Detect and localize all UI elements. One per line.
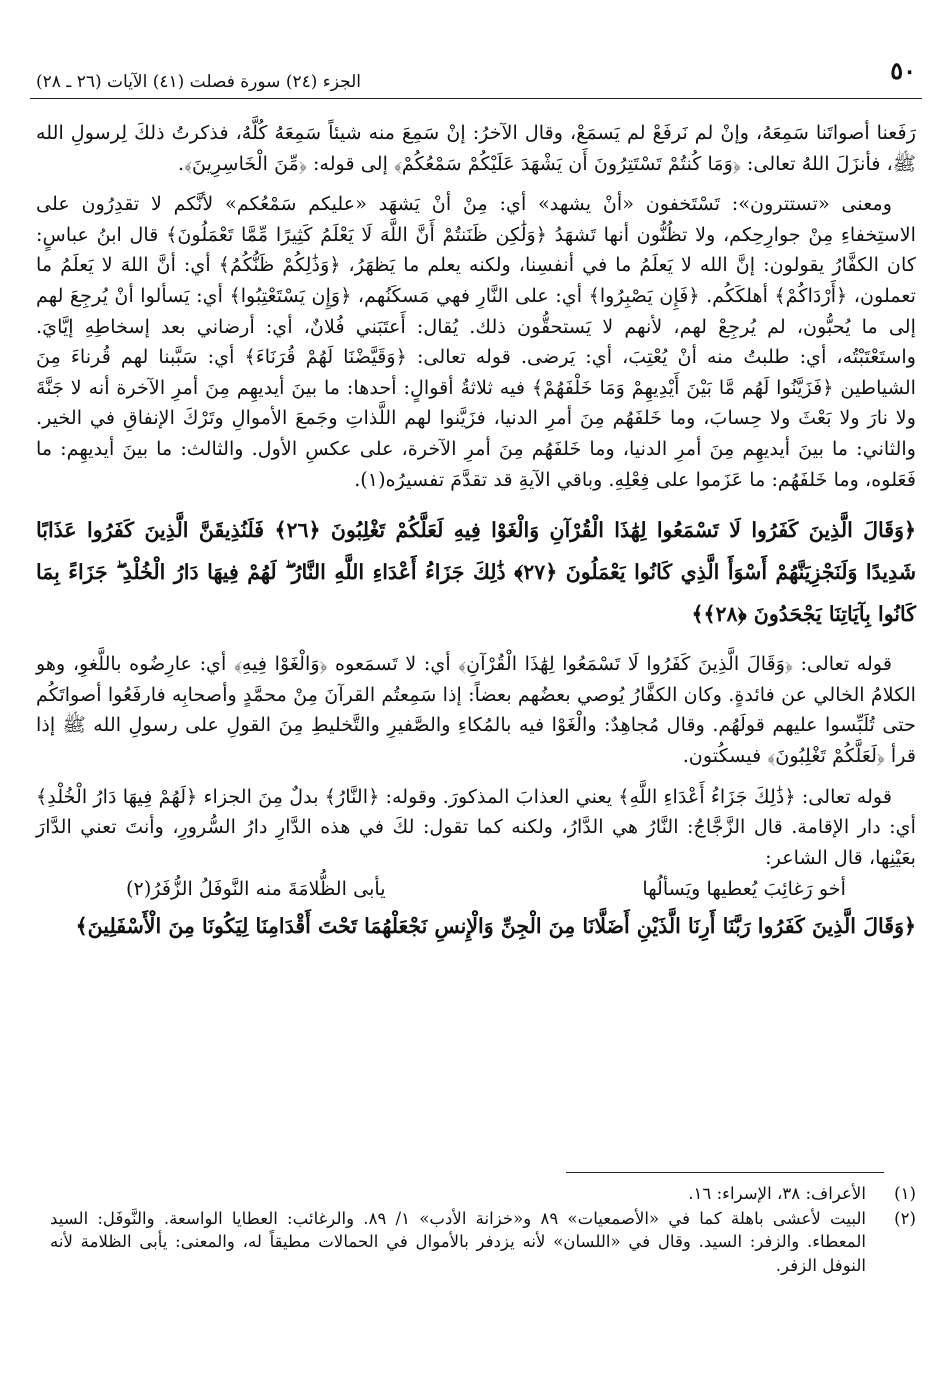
page-header: [30, 52, 922, 99]
poetry-verse: [36, 873, 916, 905]
running-head: الجزء (٢٤) سورة فصلت (٤١) الآيات (٢٦ ـ ٢٨): [36, 72, 362, 92]
footnote-marker: (١): [894, 1184, 916, 1203]
footnote-1: [50, 1182, 916, 1206]
quran-verse-block: ﴿وَقَالَ الَّذِينَ كَفَرُوا لَا تَسْمَعُوا لِهَٰذَا الْقُرْآنِ وَالْغَوْا فِيهِ لَعَلَّكُمْ تَغْلِبُونَ ﴿٢٦﴾ فَلَنُذِيقَنَّ الَّذِينَ كَفَرُوا عَذَابًا شَدِيدًا وَلَنَجْزِيَنَّهُمْ أَسْوَأَ الَّذِي كَانُوا يَعْمَلُونَ ﴿٢٧﴾ ذَٰلِكَ جَزَاءُ أَعْدَاءِ اللَّهِ النَّارُ ۖ لَهُمْ فِيهَا دَارُ الْخُلْدِ ۖ جَزَاءً بِمَا كَانُوا بِآيَاتِنَا يَجْحَدُونَ ﴿٢٨﴾﴾: [36, 518, 916, 627]
paragraph-1: رَفَعنا أصواتَنا سَمِعَهُ، وإنْ لم نَرفَعْ لم يَسمَعْ، وقال الآخرُ: إنْ سَمِعَ منه شيئاً سَمِعَهُ كُلَّهُ، فذكرتُ ذلكَ لِرسولِ الله ﷺ، فأنزَلَ اللهُ تعالى: ﴿وَمَا كُنتُمْ تَسْتَتِرُونَ أَن يَشْهَدَ عَلَيْكُمْ سَمْعُكُمْ﴾ إلى قوله: ﴿مِّنَ الْخَاسِرِينَ﴾.: [36, 121, 916, 175]
paragraph-4: قوله تعالى: ﴿ذَٰلِكَ جَزَاءُ أَعْدَاءِ اللَّهِ﴾ يعني العذابَ المذكورَ. وقوله: ﴿النَّارُ﴾ بدلٌ مِنَ الجزاء ﴿لَهُمْ فِيهَا دَارُ الْخُلْدِ﴾ أي: دار الإقامة. قال الزَّجَّاجُ: النَّارُ هي الدَّارُ، ولكنه كما تقول: لكَ في هذه الدَّارِ دارُ السُّرورِ، وأنتَ تعني الدَّارَ بعَيْنِها، قال الشاعر:: [36, 784, 916, 869]
page-number: ٥٠: [890, 56, 916, 85]
footnote-divider: [566, 1172, 884, 1173]
paragraph-3: قوله تعالى: ﴿وَقَالَ الَّذِينَ كَفَرُوا لَا تَسْمَعُوا لِهَٰذَا الْقُرْآنِ﴾ أي: لا تَسمَعوه ﴿وَالْغَوْا فِيهِ﴾ أي: عارِضُوه باللَّغوِ، وهو الكلامُ الخالي عن فائدةٍ. وكان الكفَّارُ يُوصي بعضُهم بعضاً: إذا سَمِعتُم القرآنَ مِنْ محمَّدٍ وأصحابِه فارفَعُوا أصواتَكُم حتى تُلَبِّسوا عليهم قولَهُم. وقال مُجاهِدٌ: والْغَوْا فيه بالمُكاءِ والصَّفيرِ والتَّخليطِ مِنَ القولِ على رسولِ الله ﷺ إذا قرأ ﴿لَعَلَّكُمْ تَغْلِبُونَ﴾ فيسكُتون.: [36, 652, 916, 767]
footnote-text: الأعراف: ٣٨، الإسراء: ١٦.: [688, 1184, 866, 1203]
poetry-second-hemistich: يأبى الظُّلامَةَ منه النَّوفَلُ الزُّفَرُ(٢): [126, 877, 386, 901]
main-text: [36, 118, 916, 947]
quran-verse-29: ﴿وَقَالَ الَّذِينَ كَفَرُوا رَبَّنَا أَرِنَا الَّذَيْنِ أَضَلَّانَا مِنَ الْجِنِّ وَالْإِنسِ نَجْعَلْهُمَا تَحْتَ أَقْدَامِنَا لِيَكُونَا مِنَ الْأَسْفَلِينَ﴾: [75, 914, 916, 939]
footnote-text: البيت لأعشى باهلة كما في «الأصمعيات» ٨٩ و«خزانة الأدب» ١/ ٨٩. والرغائب: العطايا الواسعة. والنَّوفَل: السيد المعطاء. والزفر: السيد. وقال في «اللسان» لأنه يزدفر بالأموال في الحمالات مطيقاً له، والمعنى: يأبى الظلامة لأنه النوفل الزفر.: [50, 1208, 867, 1275]
poetry-first-hemistich: أخو رَغائِبَ يُعطيها ويَسألُها: [642, 877, 846, 901]
footnotes: [50, 1182, 916, 1278]
paragraph-2: ومعنى «تستترون»: تَسْتَخفون «أنْ يشهد» أي: مِنْ أنْ يَشهَد «عليكم سَمْعُكم» لأنَّكم لا تقدِرُون على الاستِخفاءِ مِنْ جوارِحِكم، ولا تظُنُّون أنها تَشهَدُ ﴿وَلَٰكِن ظَنَنتُمْ أَنَّ اللَّهَ لَا يَعْلَمُ كَثِيرًا مِّمَّا تَعْمَلُونَ﴾ قال ابنُ عباسٍ: كان الكفَّارُ يقولون: إنَّ الله لا يَعلَمُ ما في أنفسِنا، ولكنه يعلم ما يَظهَرُ، ﴿وَذَٰلِكُمْ ظَنُّكُمُ﴾ أي: أنَّ اللهَ لا يَعلَمُ ما تعملون، ﴿أَرْدَاكُمْ﴾ أهلكَكُم. ﴿فَإِن يَصْبِرُوا﴾ أي: على النَّارِ فهي مَسكَنُهم، ﴿وَإِن يَسْتَعْتِبُوا﴾ أي: يَسألوا أنْ يُرجِعَ لهم إلى ما يُحبُّون، لم يُرجِعْ لهم، لأنهم لا يَستحقُّون ذلك. يُقال: أَعتَبَني فُلانٌ، أي: أرضاني بعد إسخاطِهِ إيَّايَ. واستَعْتَبْتُه، أي: طلبتُ منه أنْ يُعْتِبَ، أي: يَرضى. قوله تعالى: ﴿وَقَيَّضْنَا لَهُمْ قُرَنَاءَ﴾ أي: سَبَّبنا لهم قُرناءَ مِنَ الشياطين ﴿فَزَيَّنُوا لَهُم مَّا بَيْنَ أَيْدِيهِمْ وَمَا خَلْفَهُمْ﴾ فيه ثلاثةُ أقوالٍ: أحدها: ما بينَ أيديهِم مِنَ أمرِ الآخرة أنه لا جَنَّةَ ولا نارَ ولا بَعْثَ ولا حِسابَ، وما خَلفَهُم مِنَ أمرِ الدنيا، فزَيَّنوا لهم اللَّذاتِ وجَمعَ الأموالِ وتَرْكَ الإنفاقِ في الخير. والثاني: ما بينَ أيديهِم مِنَ أمرِ الدنيا، وما خَلفَهُم مِنَ أمرِ الآخرة، على عكسِ الأول. والثالث: ما بينَ أيديهِم: ما فَعَلوه، وما خَلفَهُم: ما عَزَموا على فِعْلِهِ. وباقي الآيةِ قد تقدَّمَ تفسيرُه(١).: [36, 192, 916, 491]
footnote-marker: (٢): [894, 1208, 916, 1228]
footnote-2: [50, 1207, 916, 1278]
